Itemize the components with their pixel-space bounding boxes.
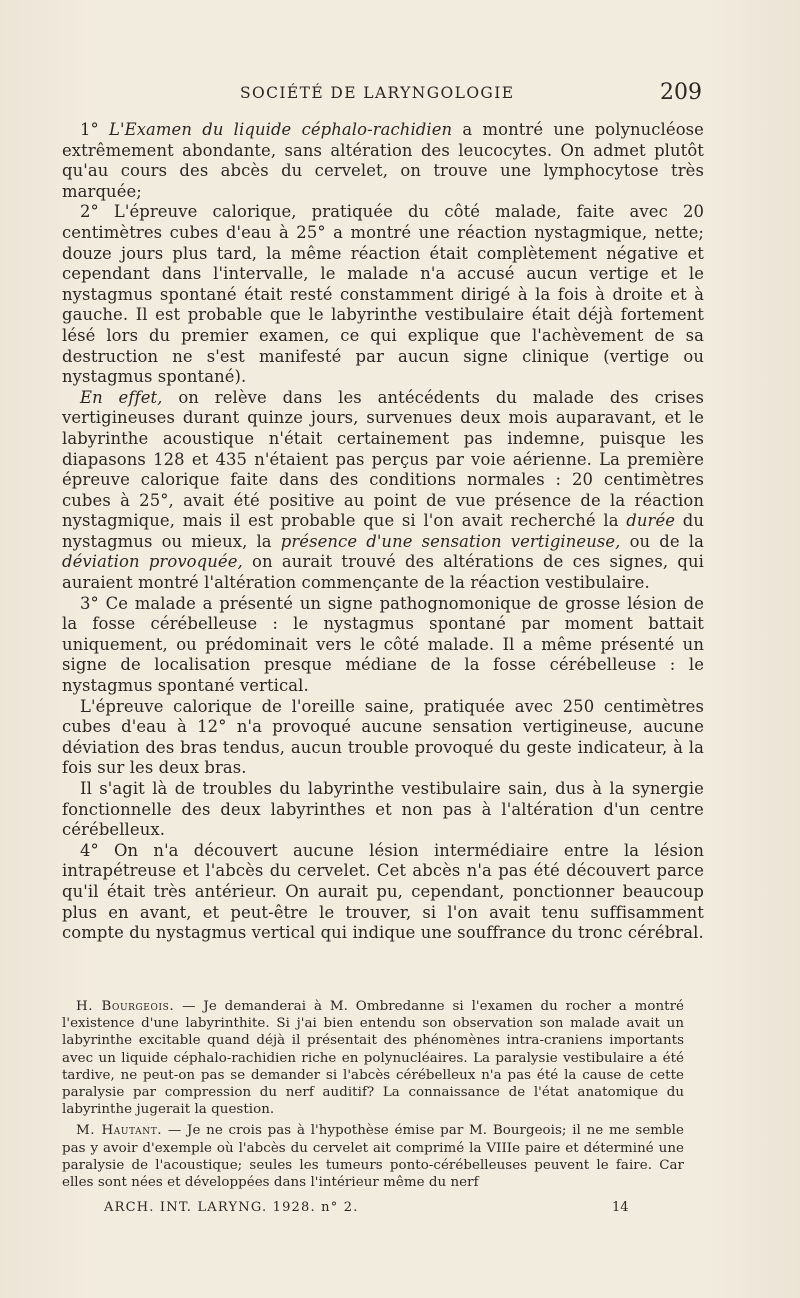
page-number: 209 bbox=[660, 80, 702, 105]
paragraph-3-text-b: du nystagmus ou mieux, la bbox=[62, 511, 704, 551]
emphasis-deviation: déviation provoquée, bbox=[62, 552, 243, 572]
paragraph-3-text-a: on relève dans les antécédents du malade des crises vertigineuses durant quinze jours, survenues deux mois auparavant, et le labyrinthe acoustique n'était certainement pas indemne, puisque les diapasons 128 et 435 n'étaient pas perçus par voie aérienne. La première épreuve calorique faite dans des conditions normales : 20 centimètres cubes à 25°, avait été positive au point de vue présence de la réaction nystagmique, mais il est probable que si l'on avait recherché la bbox=[62, 387, 704, 531]
paragraph-6: Il s'agit là de troubles du labyrinthe vestibulaire sain, dus à la synergie fonctionnelle des deux labyrinthes et non pas à l'altération d'un centre cérébelleux. bbox=[62, 779, 704, 840]
discussion-hautant bbox=[62, 1122, 684, 1191]
paragraph-7: 4° On n'a découvert aucune lésion intermédiaire entre la lésion intrapétreuse et l'abcès du cervelet. Cet abcès n'a pas été découvert parce qu'il était très antérieur. On aurait pu, cependant, ponctionner beaucoup plus en avant, et peut-être le trouver, si l'on avait tenu suffisamment compte du nystagmus vertical qui indique une souffrance du tronc cérébral. bbox=[62, 840, 704, 943]
running-title: SOCIÉTÉ DE LARYNGOLOGIE bbox=[240, 84, 515, 102]
paragraph-4: 3° Ce malade a présenté un signe pathognomonique de grosse lésion de la fosse cérébelleuse : le nystagmus spontané par moment battait uniquement, ou prédominait vers le côté malade. Il a même présenté un signe de localisation presque médiane de la fosse cérébelleuse : le nystagmus spontané vertical. bbox=[62, 593, 704, 696]
emphasis-duree: durée bbox=[626, 511, 676, 531]
paragraph-1-title: L'Examen du liquide céphalo-rachidien bbox=[109, 120, 453, 139]
speaker-bourgeois: H. Bourgeois. bbox=[76, 999, 175, 1014]
page-footer bbox=[62, 1200, 684, 1222]
emphasis-sensation: présence d'une sensation vertigineuse, bbox=[280, 531, 621, 551]
page-header bbox=[62, 80, 706, 112]
paragraph-3 bbox=[62, 388, 704, 594]
paragraph-3-lead: En effet, bbox=[80, 387, 163, 407]
paragraph-2: 2° L'épreuve calorique, pratiquée du côté malade, faite avec 20 centimètres cubes d'eau à 25° a montré une réaction nystagmique, nette; douze jours plus tard, la même réaction était complètement négative et cependant dans l'intervalle, le malade n'a accusé aucun vertige et le nystagmus spontané était resté constamment dirigé à la fois à droite et à gauche. Il est probable que le labyrinthe vestibulaire était déjà fortement lésé lors du premier examen, ce qui explique que l'achèvement de sa destruction ne s'est manifesté par aucun signe clinique (vertige ou nystagmus spontané). bbox=[62, 202, 704, 387]
paragraph-1 bbox=[62, 120, 704, 202]
paragraph-5: L'épreuve calorique de l'oreille saine, pratiquée avec 250 centimètres cubes d'eau à 12° n'a provoqué aucune sensation vertigineuse, aucune déviation des bras tendus, aucun trouble provoqué du geste indicateur, à la fois sur les deux bras. bbox=[62, 696, 704, 778]
paragraph-3-text-d: on aurait trouvé des altérations de ces signes, qui auraient montré l'altération commençante de la réaction vestibulaire. bbox=[62, 552, 704, 593]
paragraph-1-lead: 1° bbox=[80, 120, 110, 139]
discussion-bourgeois-text: — Je demanderai à M. Ombredanne si l'examen du rocher a montré l'existence d'une labyrinthite. Si j'ai bien entendu son observation son malade avait un labyrinthe excitable quand déjà il présentait des phénomènes intra-craniens importants avec un liquide céphalo-rachidien riche en polynucléaires. La paralysie vestibulaire a été tardive, ne peut-on pas se demander si l'abcès cérébelleux n'a pas été la cause de cette paralysie par compression du nerf auditif? La connaissance de l'état anatomique du labyrinthe jugerait la question. bbox=[62, 999, 685, 1118]
paragraph-1-text: a montré une polynucléose extrêmement abondante, sans altération des leucocytes. On admet plutôt qu'au cours des abcès du cervelet, on trouve une lymphocytose très marquée; bbox=[62, 120, 704, 201]
discussion-bourgeois bbox=[62, 998, 684, 1118]
signature-mark: 14 bbox=[612, 1200, 629, 1215]
journal-citation: ARCH. INT. LARYNG. 1928. n° 2. bbox=[104, 1200, 359, 1215]
discussion-section bbox=[62, 998, 684, 1195]
main-text bbox=[62, 120, 704, 944]
discussion-hautant-text: — Je ne crois pas à l'hypothèse émise par M. Bourgeois; il ne me semble pas y avoir d'exemple où l'abcès du cervelet ait comprimé la VIIIe paire et déterminé une paralysie de l'acoustique; seules les tumeurs ponto-cérébelleuses peuvent le faire. Car elles sont nées et développées dans l'intérieur même du nerf bbox=[62, 1123, 684, 1191]
paragraph-3-text-c: ou de la bbox=[620, 531, 704, 551]
speaker-hautant: M. Hautant. bbox=[76, 1123, 163, 1139]
